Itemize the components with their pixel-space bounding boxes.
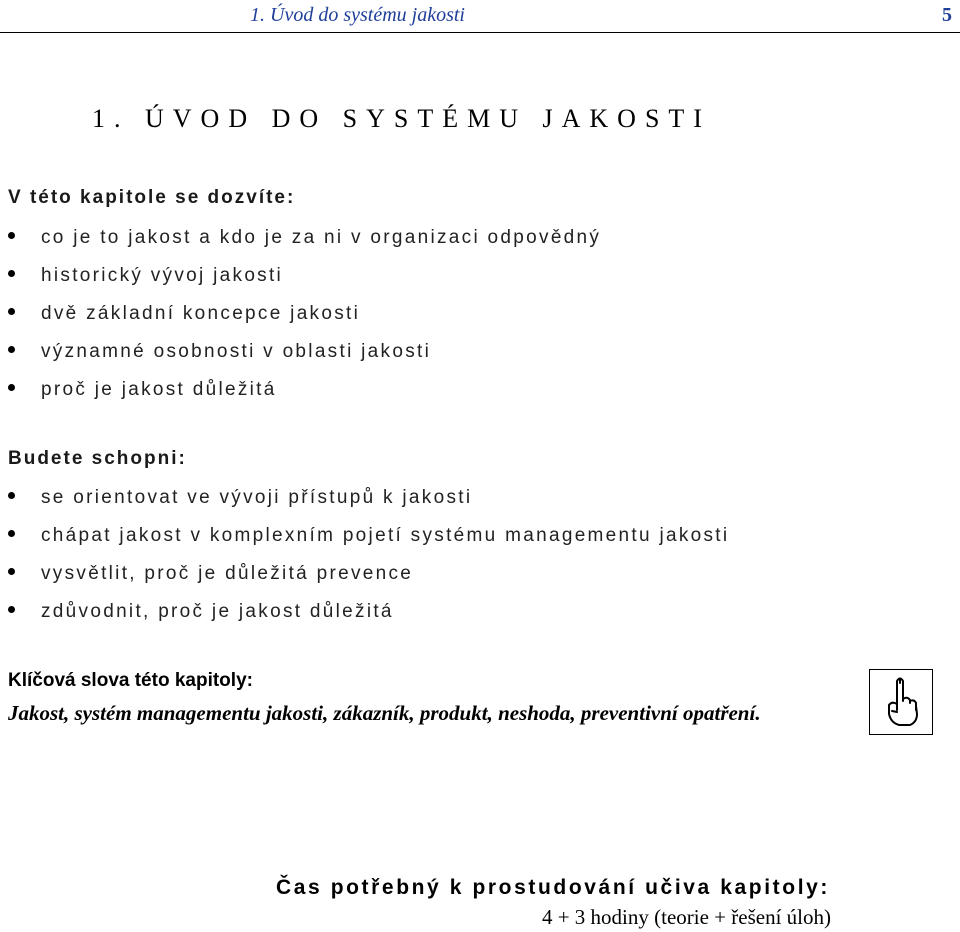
list-item: významné osobnosti v oblasti jakosti: [8, 341, 601, 379]
bullet-icon: [8, 606, 15, 613]
learn-heading: V této kapitole se dozvíte:: [8, 187, 296, 208]
bullet-icon: [8, 568, 15, 575]
bullet-icon: [8, 384, 15, 391]
bullet-icon: [8, 308, 15, 315]
skills-heading: Budete schopni:: [8, 448, 187, 469]
skills-list: [8, 487, 729, 639]
list-item: proč je jakost důležitá: [8, 379, 601, 417]
study-time-heading: Čas potřebný k prostudování učiva kapitoly:: [275, 876, 830, 899]
bullet-icon: [8, 232, 15, 239]
study-time-value: 4 + 3 hodiny (teorie + řešení úloh): [541, 905, 831, 929]
bullet-icon: [8, 346, 15, 353]
keywords-heading: Klíčová slova této kapitoly:: [8, 670, 253, 691]
list-item: co je to jakost a kdo je za ni v organizaci odpovědný: [8, 227, 601, 265]
list-item: zdůvodnit, proč je jakost důležitá: [8, 601, 729, 639]
page-number: 5: [942, 4, 952, 26]
list-item: historický vývoj jakosti: [8, 265, 601, 303]
learn-list: [8, 227, 601, 417]
list-item: vysvětlit, proč je důležitá prevence: [8, 563, 729, 601]
list-item: dvě základní koncepce jakosti: [8, 303, 601, 341]
bullet-icon: [8, 492, 15, 499]
bullet-icon: [8, 530, 15, 537]
pointing-finger-icon: [869, 669, 933, 735]
list-item: se orientovat ve vývoji přístupů k jakosti: [8, 487, 729, 525]
running-header: [0, 0, 960, 33]
running-title: 1. Úvod do systému jakosti: [250, 4, 465, 26]
bullet-icon: [8, 270, 15, 277]
list-item: chápat jakost v komplexním pojetí systému managementu jakosti: [8, 525, 729, 563]
keywords-text: Jakost, systém managementu jakosti, zákazník, produkt, neshoda, preventivní opatření.: [8, 701, 761, 725]
chapter-title: 1. ÚVOD DO SYSTÉMU JAKOSTI: [92, 104, 711, 133]
